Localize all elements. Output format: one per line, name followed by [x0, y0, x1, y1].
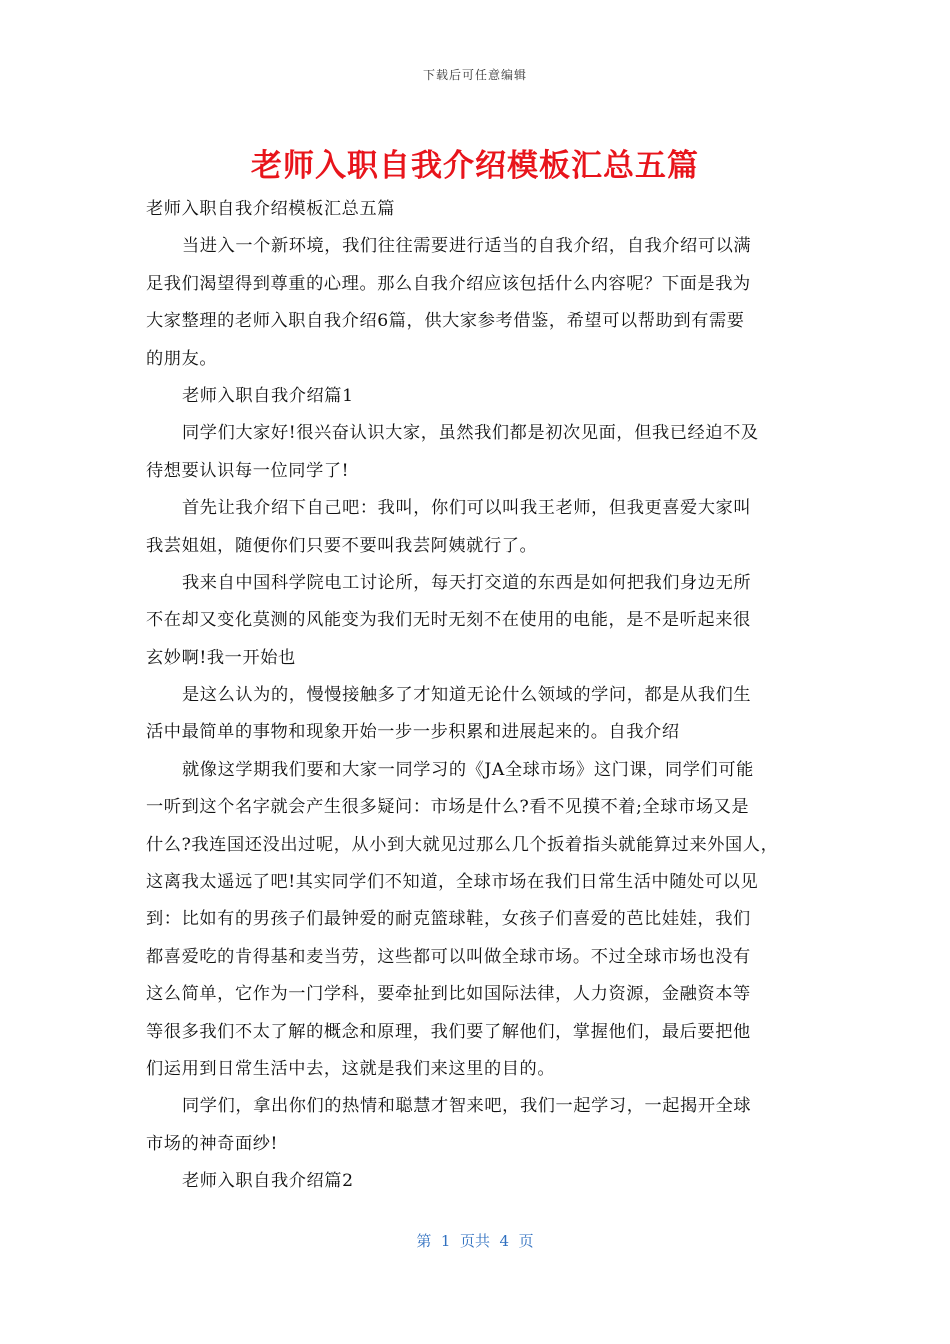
body-line: 这离我太遥远了吧!其实同学们不知道，全球市场在我们日常生活中随处可以见	[146, 872, 759, 893]
body-line: 老师入职自我介绍模板汇总五篇	[146, 199, 396, 219]
header-note: 下载后可任意编辑	[422, 68, 527, 82]
body-line: 市场的神奇面纱!	[146, 1133, 279, 1154]
body-line: 玄妙啊!我一开始也	[146, 647, 296, 668]
body-line: 老师入职自我介绍篇2	[182, 1171, 354, 1192]
body-line: 足我们渴望得到尊重的心理。那么自我介绍应该包括什么内容呢？下面是我为	[146, 273, 751, 294]
body-line: 就像这学期我们要和大家一同学习的《JA全球市场》这门课，同学们可能	[182, 759, 754, 780]
body-line: 这么简单，它作为一门学科，要牵扯到比如国际法律，人力资源，金融资本等	[146, 984, 751, 1005]
body-line: 大家整理的老师入职自我介绍6篇，供大家参考借鉴，希望可以帮助到有需要	[146, 311, 745, 332]
body-line: 首先让我介绍下自己吧：我叫，你们可以叫我王老师，但我更喜爱大家叫	[182, 498, 752, 519]
body-line: 都喜爱吃的肯得基和麦当劳，这些都可以叫做全球市场。不过全球市场也没有	[146, 946, 751, 967]
body-line: 待想要认识每一位同学了!	[146, 460, 350, 481]
body-line: 等很多我们不太了解的概念和原理，我们要了解他们，掌握他们，最后要把他	[146, 1021, 751, 1042]
body-line: 的朋友。	[146, 348, 218, 369]
body-line: 我芸姐姐，随便你们只要不要叫我芸阿姨就行了。	[146, 535, 538, 556]
body-line: 老师入职自我介绍篇1	[182, 385, 354, 406]
document-body	[146, 197, 816, 1207]
body-line: 什么?我连国还没出过呢，从小到大就见过那么几个扳着指头就能算过来外国人，	[146, 834, 779, 855]
document-title: 老师入职自我介绍模板汇总五篇	[251, 148, 699, 184]
body-line: 到：比如有的男孩子们最钟爱的耐克篮球鞋，女孩子们喜爱的芭比娃娃，我们	[146, 909, 751, 930]
body-line: 同学们，拿出你们的热情和聪慧才智来吧，我们一起学习，一起揭开全球	[182, 1096, 752, 1117]
body-line: 同学们大家好!很兴奋认识大家，虽然我们都是初次见面，但我已经迫不及	[182, 423, 759, 444]
body-line: 活中最简单的事物和现象开始一步一步积累和进展起来的。自我介绍	[146, 722, 680, 743]
body-line: 我来自中国科学院电工讨论所，每天打交道的东西是如何把我们身边无所	[182, 572, 752, 593]
page-footer: 第 1 页共 4 页	[416, 1232, 534, 1250]
body-line: 不在却又变化莫测的风能变为我们无时无刻不在使用的电能，是不是听起来很	[146, 610, 751, 631]
body-line: 一听到这个名字就会产生很多疑问：市场是什么?看不见摸不着;全球市场又是	[146, 797, 750, 818]
body-line: 是这么认为的，慢慢接触多了才知道无论什么领域的学问，都是从我们生	[182, 685, 752, 706]
body-line: 们运用到日常生活中去，这就是我们来这里的目的。	[146, 1058, 556, 1079]
body-line: 当进入一个新环境，我们往往需要进行适当的自我介绍，自我介绍可以满	[182, 236, 752, 257]
